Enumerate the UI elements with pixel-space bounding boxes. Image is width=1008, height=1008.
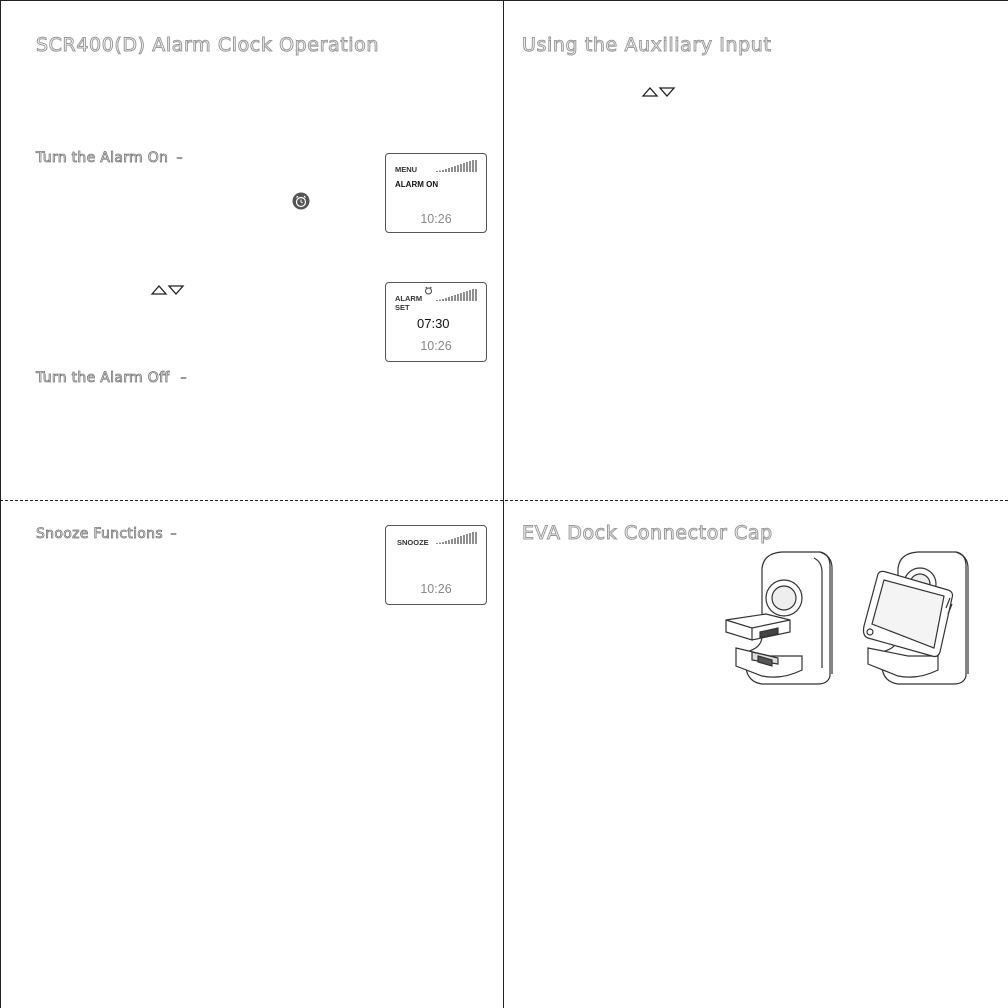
aux-section-title: Using the Auxiliary Input	[522, 34, 772, 56]
lcd-selected-item: ALARM ON	[395, 180, 439, 189]
page-left-border	[0, 0, 1, 1008]
lcd-alarm-label: ALARM	[395, 294, 423, 303]
alarm-bell-icon	[424, 286, 433, 295]
lcd-clock-time: 10:26	[420, 339, 452, 353]
lcd-menu-display	[385, 153, 487, 233]
dock-cap-section-title: EVA Dock Connector Cap	[522, 522, 773, 544]
lcd-set-label: SET	[395, 303, 410, 312]
lcd-alarm-set-display	[385, 282, 487, 362]
lcd-alarm-time: 07:30	[417, 316, 450, 331]
turn-alarm-off-dash: –	[180, 370, 187, 386]
lcd-clock-time: 10:26	[420, 212, 452, 226]
dock-with-phone-illustration	[858, 548, 978, 688]
up-down-arrows-icon	[150, 284, 186, 296]
signal-bars-icon	[436, 531, 480, 545]
lcd-snooze-label: SNOOZE	[397, 538, 429, 547]
lcd-menu-label: MENU	[395, 165, 418, 174]
dashed-cut-line	[0, 500, 1008, 501]
up-down-arrows-icon	[641, 86, 677, 98]
turn-alarm-off-heading: Turn the Alarm Off	[36, 370, 170, 386]
vertical-divider	[503, 0, 504, 1008]
snooze-heading: Snooze Functions	[36, 526, 163, 542]
alarm-section-title: SCR400(D) Alarm Clock Operation	[36, 34, 380, 56]
turn-alarm-on-dash: –	[176, 150, 183, 166]
dock-with-cap-illustration	[722, 548, 842, 688]
alarm-clock-icon	[292, 192, 310, 210]
page-top-border	[0, 0, 1008, 1]
lcd-snooze-display	[385, 525, 487, 605]
lcd-clock-time: 10:26	[420, 582, 452, 596]
snooze-dash: –	[170, 526, 177, 542]
turn-alarm-on-heading: Turn the Alarm On	[36, 150, 169, 166]
signal-bars-icon	[436, 288, 480, 302]
signal-bars-icon	[436, 159, 480, 173]
